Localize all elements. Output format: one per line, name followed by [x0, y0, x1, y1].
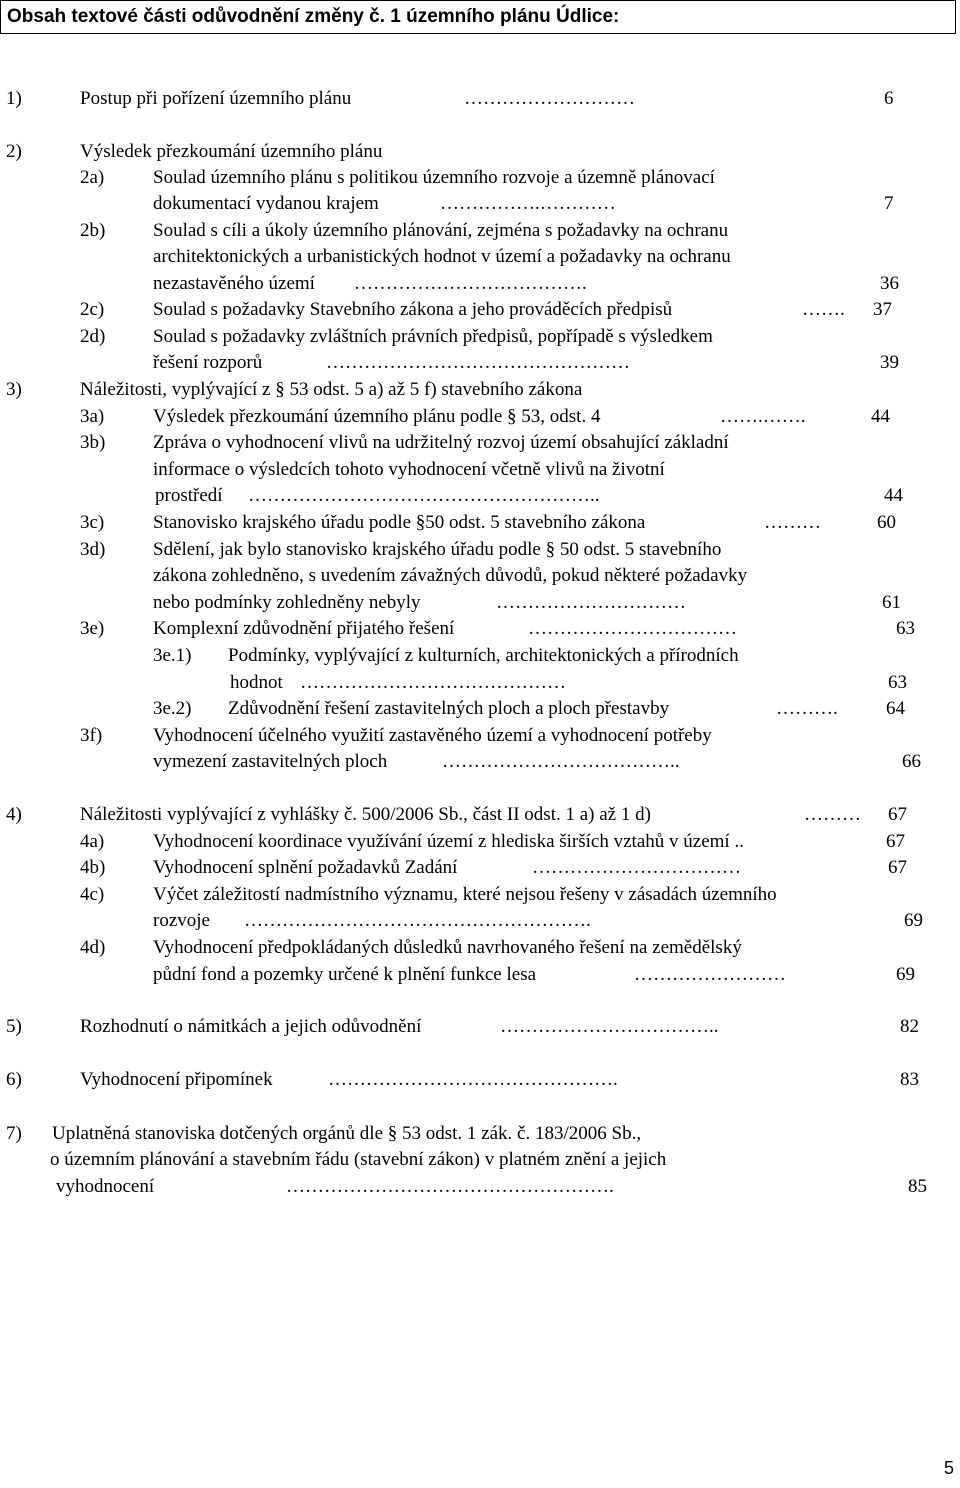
toc-text: Zdůvodnění řešení zastavitelných ploch a ploch přestavby: [228, 698, 670, 719]
toc-text: Komplexní zdůvodnění přijatého řešení: [153, 618, 455, 639]
toc-page: 7: [884, 193, 894, 214]
toc-leader: …….: [802, 299, 845, 320]
toc-text: hodnot: [230, 672, 283, 693]
toc-num: 3a): [80, 406, 105, 427]
toc-text: Postup při pořízení územního plánu: [80, 88, 352, 109]
toc-leader: …………….…………: [440, 193, 616, 214]
toc-text: řešení rozporů: [153, 352, 263, 373]
toc-page: 63: [888, 672, 907, 693]
page-number: 5: [943, 1458, 954, 1478]
toc-text: půdní fond a pozemky určené k plnění funkce lesa: [153, 964, 537, 985]
toc-leader: ………: [804, 804, 861, 825]
toc-text: o územním plánování a stavebním řádu (stavební zákon) v platném znění a jejich: [50, 1149, 667, 1170]
toc-text: prostředí: [155, 485, 223, 506]
toc-text: nezastavěného území: [153, 273, 315, 294]
toc-leader: ……………………………………………….: [244, 910, 591, 931]
toc-page: 61: [882, 592, 901, 613]
toc-num: 2a): [80, 167, 105, 188]
toc-text: Vyhodnocení splnění požadavků Zadání: [153, 857, 458, 878]
toc-page: 37: [873, 299, 892, 320]
toc-text: dokumentací vydanou krajem: [153, 193, 379, 214]
toc-num: 3d): [80, 539, 106, 560]
toc-text: Soulad s cíli a úkoly územního plánování, zejména s požadavky na ochranu: [153, 220, 729, 241]
toc-leader: ……….: [776, 698, 838, 719]
toc-text: vymezení zastavitelných ploch: [153, 751, 388, 772]
toc-page: 67: [888, 857, 907, 878]
toc-page: 6: [884, 88, 894, 109]
toc-leader: …………………………………………….: [286, 1176, 614, 1197]
toc-page: 36: [880, 273, 899, 294]
toc-text: Stanovisko krajského úřadu podle §50 odst. 5 stavebního zákona: [153, 512, 646, 533]
toc-text: architektonických a urbanistických hodnot v území a požadavky na ochranu: [153, 246, 731, 267]
toc-text: Soulad s požadavky zvláštních právních předpisů, popřípadě s výsledkem: [153, 326, 713, 347]
toc-num: 3e.2): [153, 698, 192, 719]
document-title: Obsah textové části odůvodnění změny č. 1 územního plánu Údlice:: [7, 6, 620, 27]
toc-page: 69: [896, 964, 915, 985]
toc-num: 2d): [80, 326, 106, 347]
toc-num: 1): [6, 88, 22, 109]
toc-page: 83: [900, 1069, 919, 1090]
toc-leader: ………………………………………………..: [248, 485, 600, 506]
toc-text: Náležitosti, vyplývající z § 53 odst. 5 a) až 5 f) stavebního zákona: [80, 379, 583, 400]
toc-leader: ………: [764, 512, 821, 533]
toc-text: Vyhodnocení koordinace využívání území z hlediska širších vztahů v území ..: [153, 831, 744, 852]
toc-num: 2b): [80, 220, 106, 241]
toc-num: 5): [6, 1016, 22, 1037]
toc-page: 44: [884, 485, 903, 506]
toc-text: Vyhodnocení účelného využití zastavěného území a vyhodnocení potřeby: [153, 725, 712, 746]
toc-num: 4c): [80, 884, 105, 905]
toc-leader: ……………………………….: [354, 273, 587, 294]
toc-num: 7): [6, 1123, 22, 1144]
toc-page: 64: [886, 698, 905, 719]
toc-num: 3c): [80, 512, 105, 533]
toc-num: 3f): [80, 725, 103, 746]
toc-text: Sdělení, jak bylo stanovisko krajského úřadu podle § 50 odst. 5 stavebního: [153, 539, 722, 560]
toc-leader: …….…….: [720, 406, 806, 427]
toc-leader: ……………………………: [532, 857, 741, 878]
toc-page: 85: [908, 1176, 927, 1197]
toc-page: 44: [871, 406, 890, 427]
toc-text: Uplatněná stanoviska dotčených orgánů dle § 53 odst. 1 zák. č. 183/2006 Sb.,: [52, 1123, 642, 1144]
toc-num: 4d): [80, 937, 106, 958]
toc-page: 39: [880, 352, 899, 373]
toc-page: 63: [896, 618, 915, 639]
toc-leader: …………………………………………: [326, 352, 630, 373]
toc-text: Vyhodnocení připomínek: [80, 1069, 273, 1090]
toc-page: 67: [886, 831, 905, 852]
toc-num: 4b): [80, 857, 106, 878]
toc-num: 3e): [80, 618, 105, 639]
toc-text: Náležitosti vyplývající z vyhlášky č. 500/2006 Sb., část II odst. 1 a) až 1 d): [80, 804, 651, 825]
toc-num: 4a): [80, 831, 105, 852]
toc-text: Soulad s požadavky Stavebního zákona a jeho prováděcích předpisů: [153, 299, 673, 320]
toc-num: 2): [6, 141, 22, 162]
toc-leader: ……………………………………….: [328, 1069, 618, 1090]
toc-num: 4): [6, 804, 22, 825]
toc-text: Vyhodnocení předpokládaných důsledků navrhovaného řešení na zemědělský: [153, 937, 742, 958]
toc-leader: ……………………………..: [500, 1016, 719, 1037]
toc-leader: …………………………: [496, 592, 686, 613]
toc-page: 67: [888, 804, 907, 825]
title-box: [0, 0, 956, 34]
toc-text: Výsledek přezkoumání územního plánu podle § 53, odst. 4: [153, 406, 601, 427]
toc-text: Výčet záležitostí nadmístního významu, které nejsou řešeny v zásadách územního: [153, 884, 777, 905]
toc-leader: ………………………: [464, 88, 635, 109]
toc-num: 2c): [80, 299, 105, 320]
toc-text: Soulad územního plánu s politikou územního rozvoje a územně plánovací: [153, 167, 715, 188]
toc-leader: ………………………………..: [442, 751, 680, 772]
toc-num: 3): [6, 379, 22, 400]
toc-page: 69: [904, 910, 923, 931]
toc-num: 3e.1): [153, 645, 192, 666]
toc-page: 60: [877, 512, 896, 533]
toc-leader: ……………………………: [528, 618, 737, 639]
toc-page: 66: [902, 751, 921, 772]
toc-text: Rozhodnutí o námitkách a jejich odůvodnění: [80, 1016, 422, 1037]
toc-text: rozvoje: [153, 910, 210, 931]
toc-text: nebo podmínky zohledněny nebyly: [153, 592, 421, 613]
toc-leader: ……………………: [634, 964, 786, 985]
toc-text: Výsledek přezkoumání územního plánu: [80, 141, 383, 162]
toc-text: Podmínky, vyplývající z kulturních, architektonických a přírodních: [228, 645, 739, 666]
toc-text: informace o výsledcích tohoto vyhodnocení včetně vlivů na životní: [153, 459, 665, 480]
toc-leader: ……………………………………: [300, 672, 566, 693]
toc-num: 3b): [80, 432, 106, 453]
toc-page: 82: [900, 1016, 919, 1037]
toc-num: 6): [6, 1069, 22, 1090]
toc-text: vyhodnocení: [56, 1176, 155, 1197]
toc-text: Zpráva o vyhodnocení vlivů na udržitelný rozvoj území obsahující základní: [153, 432, 729, 453]
toc-text: zákona zohledněno, s uvedením závažných důvodů, pokud některé požadavky: [153, 565, 748, 586]
